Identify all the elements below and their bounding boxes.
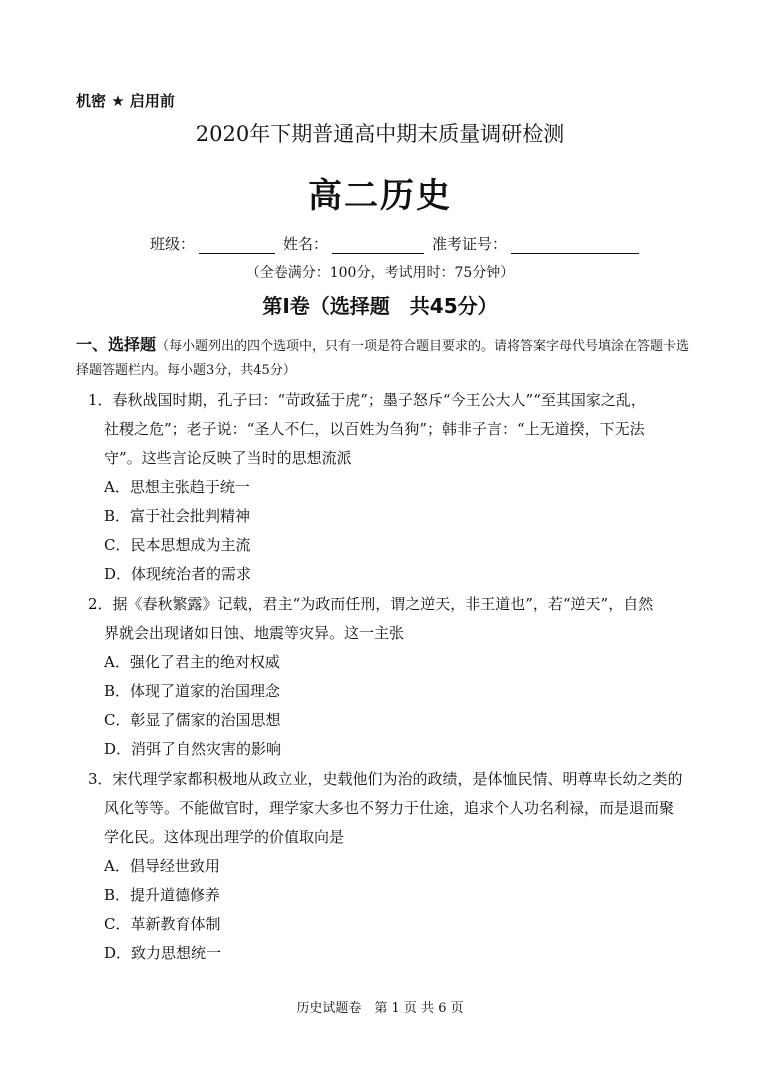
option-b[interactable]: B．提升道德修养 <box>104 886 221 904</box>
section-instructions <box>76 333 696 383</box>
option-d[interactable]: D．体现统治者的需求 <box>104 565 252 583</box>
subject-title: 高二历史 <box>308 176 452 216</box>
option-d[interactable]: D．消弭了自然灾害的影响 <box>104 740 282 758</box>
option-b[interactable]: B．体现了道家的治国理念 <box>104 682 281 700</box>
exam-id-blank[interactable] <box>511 237 639 254</box>
option-d[interactable]: D．致力思想统一 <box>104 944 222 962</box>
student-info-row <box>150 233 647 254</box>
option-a[interactable]: A．强化了君主的绝对权威 <box>104 653 280 671</box>
question-line: 守”。这些言论反映了当时的思想流派 <box>104 449 352 467</box>
option-c[interactable]: C．革新教育体制 <box>104 915 221 933</box>
option-a[interactable]: A．倡导经世致用 <box>104 857 220 875</box>
question-line: 3．宋代理学家都积极地从政立业，史载他们为治的政绩，是体恤民情、明尊卑长幼之类的 <box>88 770 683 788</box>
question-line: 2．据《春秋繁露》记载，君主“为政而任刑，谓之逆天，非王道也”，若“逆天”，自然 <box>88 595 654 613</box>
question-2 <box>88 590 700 648</box>
class-label: 班级： <box>150 235 196 253</box>
question-3 <box>88 765 700 852</box>
page-footer: 历史试题卷 第 1 页 共 6 页 <box>296 1001 464 1016</box>
option-b[interactable]: B．富于社会批判精神 <box>104 507 251 525</box>
question-line: 风化等等。不能做官时，理学家大多也不努力于仕途，追求个人功名利禄，而是退而聚 <box>104 799 675 817</box>
exam-note: （全卷满分：100分，考试用时：75分钟） <box>245 265 515 281</box>
class-blank[interactable] <box>199 237 275 254</box>
part-title: 第Ⅰ卷（选择题 共45分） <box>262 294 498 318</box>
option-a[interactable]: A．思想主张趋于统一 <box>104 478 250 496</box>
option-c[interactable]: C．彰显了儒家的治国思想 <box>104 711 281 729</box>
option-c[interactable]: C．民本思想成为主流 <box>104 536 251 554</box>
question-line: 社稷之危”；老子说：“圣人不仁，以百姓为刍狗”；韩非子言：“上无道揆，下无法 <box>104 420 645 438</box>
name-blank[interactable] <box>332 237 424 254</box>
question-line: 1．春秋战国时期，孔子曰：“苛政猛于虎”；墨子怒斥“今王公大人”“至其国家之乱， <box>88 391 646 409</box>
section-instruction-text: （每小题列出的四个选项中，只有一项是符合题目要求的。请将答案字母代号填涂在答题卡选择题答题栏内。每小题3分，共45分） <box>76 339 690 378</box>
question-line: 学化民。这体现出理学的价值取向是 <box>104 828 345 846</box>
exam-id-label: 准考证号： <box>432 235 508 253</box>
question-1 <box>88 386 700 473</box>
question-line: 界就会出现诸如日蚀、地震等灾异。这一主张 <box>104 624 405 642</box>
exam-title: 2020年下期普通高中期末质量调研检测 <box>195 122 565 146</box>
confidential-label: 机密 ★ 启用前 <box>76 92 175 110</box>
section-heading: 一、选择题 <box>76 335 157 354</box>
name-label: 姓名： <box>283 235 329 253</box>
